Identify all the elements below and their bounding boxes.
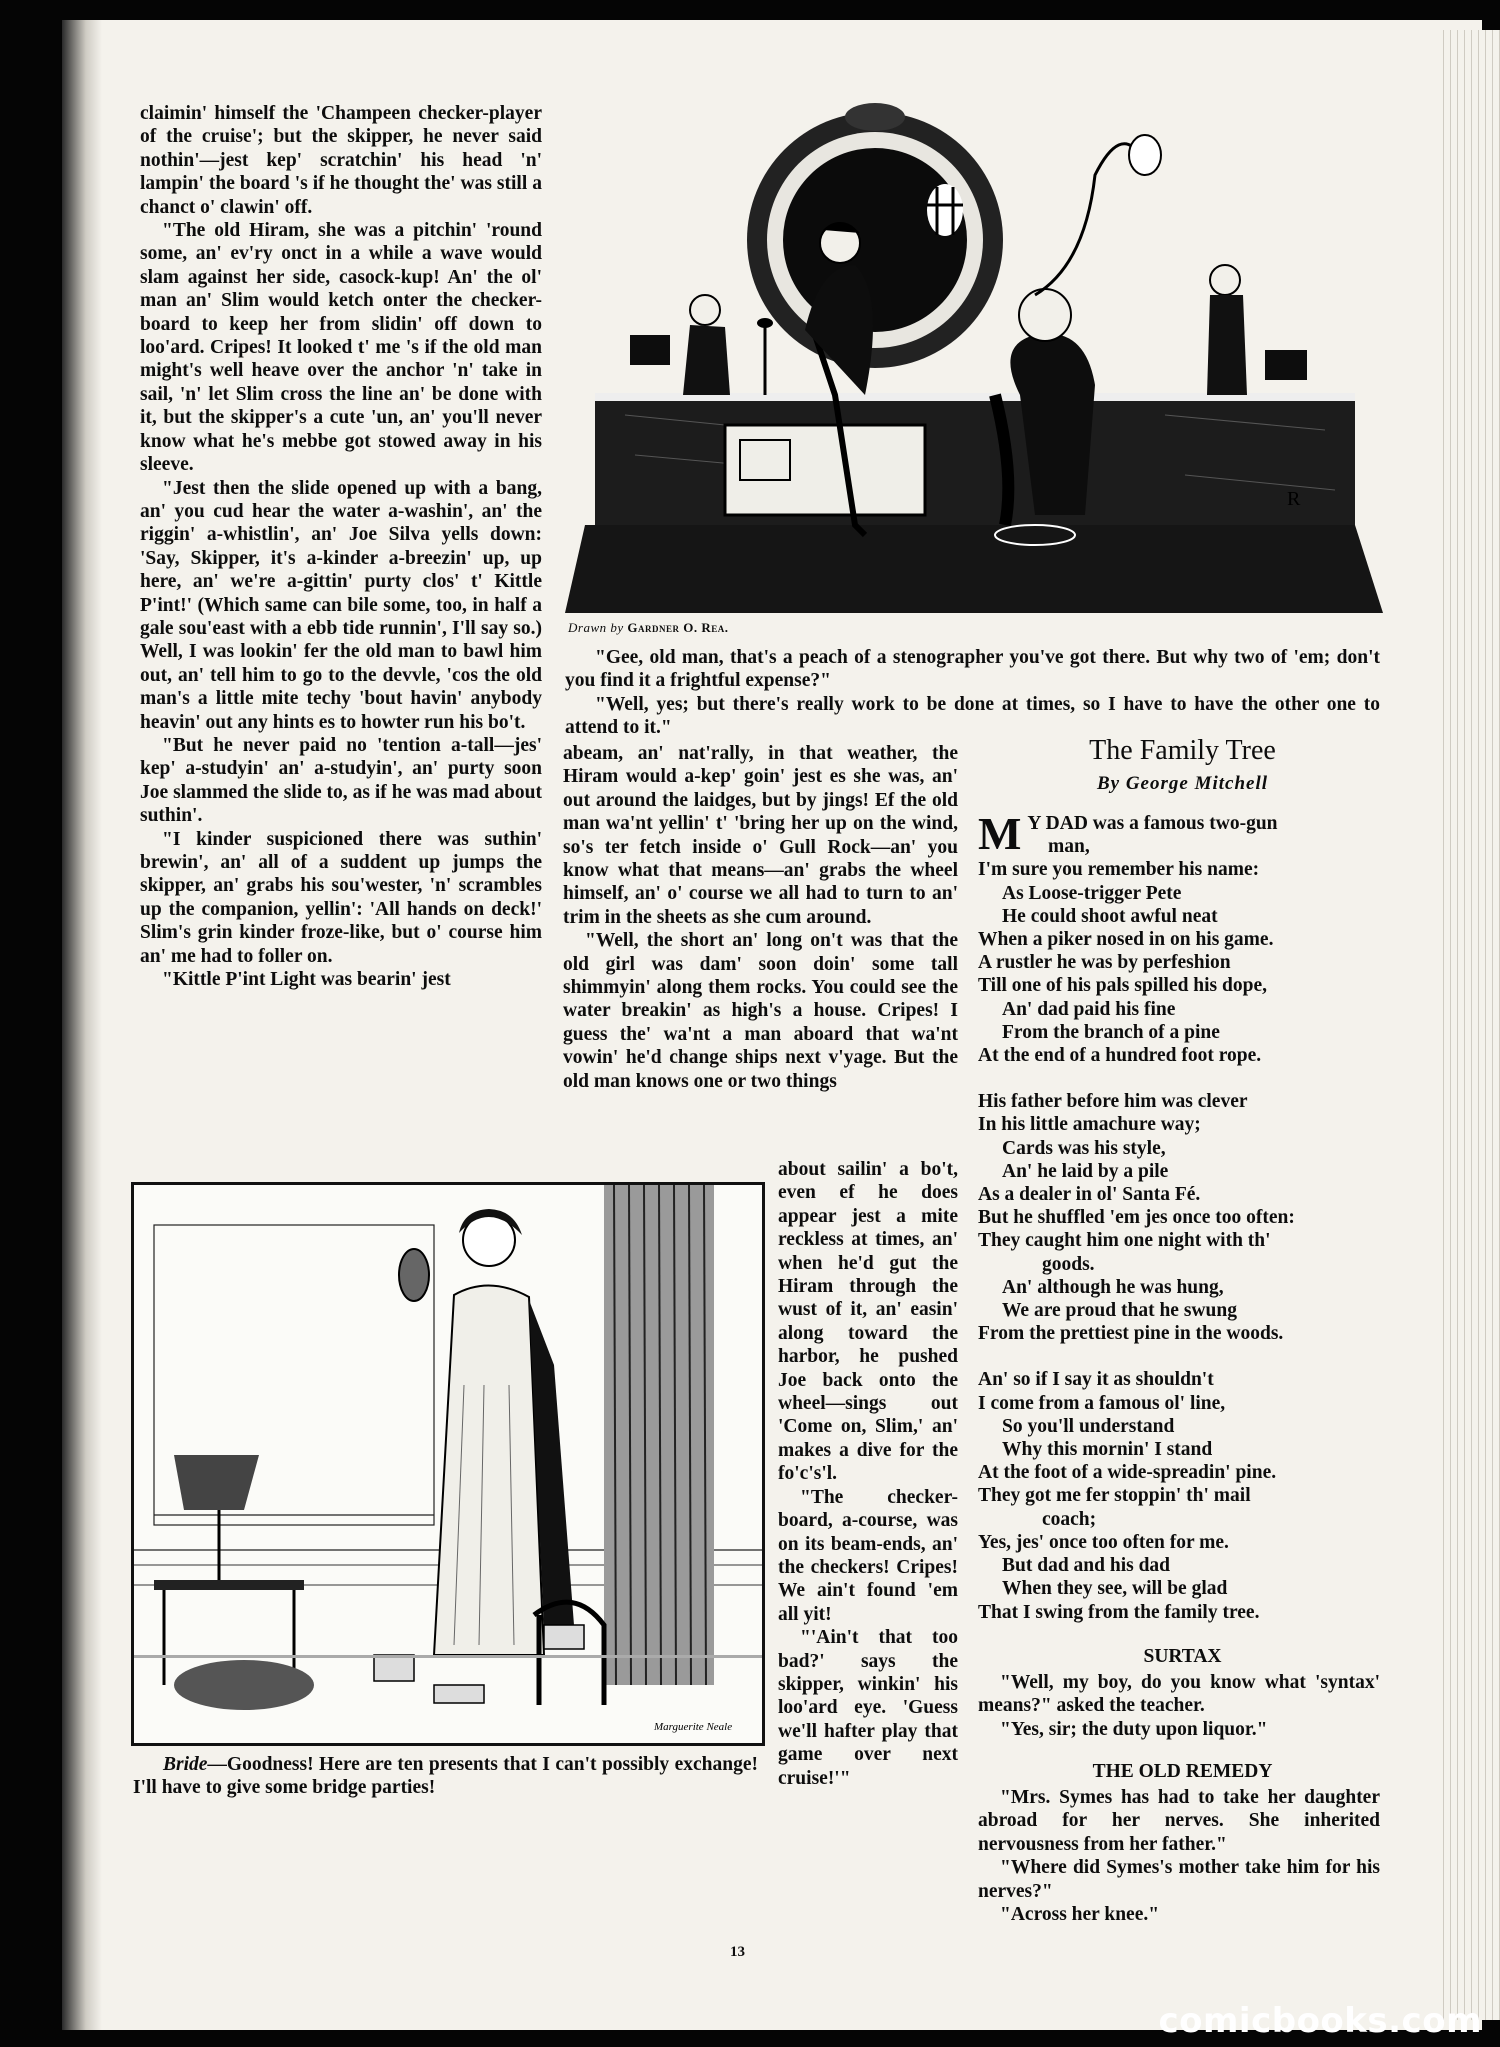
page-number: 13 [730,1944,745,1960]
cartoon-credit [568,620,729,636]
poem-line: From the prettiest pine in the woods. [978,1323,1284,1345]
poem-body [978,812,1383,1624]
story-column-1 [140,102,542,991]
bride-caption-label: Bride [163,1754,208,1775]
story-column-2-narrow [778,1158,958,1790]
poem-line: An' dad paid his fine [1002,998,1176,1020]
remedy-heading [985,1761,1380,1783]
poem-line: But dad and his dad [1002,1555,1171,1577]
poem-line: goods. [1042,1253,1095,1275]
poem-first-line [978,812,1383,858]
poem-line: Why this mornin' I stand [1002,1439,1213,1461]
page-edges [1440,30,1500,2020]
poem-line: He could shoot awful neat [1002,905,1218,927]
joke-line: "Yes, sir; the duty upon liquor." [1000,1718,1268,1740]
poem-title-text: The Family Tree [1089,735,1276,766]
page-gutter [62,20,102,2030]
surtax-title: SURTAX [1143,1646,1222,1667]
story-paragraph: "Jest then the slide opened up with a bang, an' you cud hear the water a-washin', an' the riggin' a-whistlin', an' Joe Silva yells down: 'Say, Skipper, it's a-kinder a-breezin' up, up here, an' we're a-gittin' purty clos' t' Kittle P'int!' (Which same can bile some, too, in half a gale sou'east with a ebb tide runnin', I'll say so.) Well, I was lookin' fer the old man to bawl him out, an' tell him to go to the devvle, 'cos the old man's a little mite techy 'bout havin' anybody heavin' out any hints es to howter run his bo't. [140,477,542,733]
poem-line: An' although he was hung, [1002,1276,1224,1298]
poem-line: They caught him one night with th' [978,1230,1271,1252]
poem-line: His father before him was clever [978,1091,1248,1113]
surtax-joke [978,1671,1380,1741]
joke-line: "Across her knee." [1000,1904,1160,1926]
poem-line: That I swing from the family tree. [978,1601,1260,1623]
story-paragraph: "But he never paid no 'tention a-tall—jes' kep' a-studyin' an' a-studyin', an' purty soon Joe slammed the slide to, as if he was mad about suthin'. [140,734,542,827]
credit-name: Gardner O. Rea. [627,620,729,635]
story-paragraph: "The old Hiram, she was a pitchin' 'round some, an' ev'ry onct in a while a wave would slam against her side, casock-kup! An' the ol' man an' Slim would ketch onter the checker-board to keep her from slidin' off down to loo'ard. Cripes! It looked t' me 's if the old man might's well heave over the anchor 'n' take in sail, 'n' let Slim cross the line an' be done with it, but the skipper's a cute 'un, an' you'll never know what he's mebbe got stowed away in his sleeve. [140,220,542,476]
artist-signature: Marguerite Neale [654,1721,733,1733]
poem-line: From the branch of a pine [1002,1021,1220,1043]
joke-line: "Mrs. Symes has had to take her daughter abroad for her nerves. She inherited nervousness from her father." [978,1787,1380,1855]
story-paragraph: "The checker-board, a-course, was on its beam-ends, an' the checkers! Cripes! We ain't found 'em all yit! [778,1486,958,1625]
story-paragraph: "Kittle P'int Light was bearin' jest [162,969,451,991]
poem-line: Till one of his pals spilled his dope, [978,975,1267,997]
poem-title [985,735,1380,767]
poem-line: They got me fer stoppin' th' mail [978,1485,1251,1507]
story-paragraph: "I kinder suspicioned there was suthin' brewin', an' all of a suddent up jumps the skipper, an' grabs his sou'wester, 'n' scrambles up the companion, yellin': 'All hands on deck!' Slim's grin kinder froze-like, but o' course him an' me had to foller on. [140,828,542,967]
poem-line: In his little amachure way; [978,1114,1201,1136]
office-cartoon-drawing [565,95,1383,613]
poem-line: A rustler he was by perfeshion [978,952,1231,974]
cartoon-caption [565,646,1380,740]
poem-line: At the foot of a wide-spreadin' pine. [978,1462,1277,1484]
poem-byline-text: By George Mitchell [1096,773,1269,794]
poem-dropcap: M [978,812,1022,859]
cartoonist-monogram: R [1287,488,1301,510]
bride-illustration [131,1182,765,1746]
poem-line: Y DAD was a famous two-gun [1027,813,1278,834]
story-paragraph: about sailin' a bo't, even ef he does appear jest a mite reckless at times, an' when he'd gut the Hiram through the wust of it, an' easin' along toward the harbor, he pushed Joe back onto the wheel—sings out 'Come on, Slim,' an' makes a dive for the fo'c's'l. [778,1159,958,1485]
poem-line: An' so if I say it as shouldn't [978,1369,1214,1391]
story-paragraph: abeam, an' nat'rally, in that weather, the Hiram would a-kep' goin' jest es she was, an' out around the laidges, but by jings! Ef the old man wa'nt yellin' t' 'bring her up on the wind, so's ter fetch inside o' Gull Rock—an' you know what that means—an' grabs the wheel himself, an' o' course we all had to turn to an' trim in the sheets as she cum around. [563,743,958,928]
story-paragraph: "Well, the short an' long on't was that the old girl was dam' soon doin' some tall shimmyin' along them rocks. You could see the water breakin' as high's a house. Cripes! I guess the' wa'nt a man aboard that wa'nt vowin' he'd change ships next v'yage. But the old man knows one or two things [563,930,958,1092]
remedy-title: THE OLD REMEDY [1092,1761,1273,1782]
credit-prefix: Drawn by [568,620,624,635]
bride-caption-text: —Goodness! Here are ten presents that I can't possibly exchange! I'll have to give some bridge parties! [133,1754,758,1799]
poem-line: So you'll understand [1002,1415,1175,1437]
cartoon-caption-line-1: "Gee, old man, that's a peach of a stenographer you've got there. But why two of 'em; don't you find it a frightful expense?" [565,647,1380,692]
office-cartoon [565,95,1383,613]
cartoon-caption-line-2: "Well, yes; but there's really work to be done at times, so I have to have the other one to attend to it." [565,693,1380,739]
joke-line: "Where did Symes's mother take him for his nerves?" [978,1857,1380,1902]
poem-line: I'm sure you remember his name: [978,859,1260,881]
poem-line: We are proud that he swung [1002,1300,1237,1322]
story-paragraph: claimin' himself the 'Champeen checker-player of the cruise'; but the skipper, he never said nothin'—jest kep' scratchin' his head 'n' lampin' the board 's if he thought the' was still a chanct o' clawin' off. [140,103,542,218]
poem-line: I come from a famous ol' line, [978,1392,1226,1414]
poem-line: But he shuffled 'em jes once too often: [978,1207,1295,1229]
poem-byline [985,773,1380,795]
story-column-2 [563,742,958,1093]
watermark: comicbooks.com [1158,2001,1482,2041]
poem-line: At the end of a hundred foot rope. [978,1045,1262,1067]
poem-line: As a dealer in ol' Santa Fé. [978,1184,1201,1206]
poem-line: Cards was his style, [1002,1137,1166,1159]
surtax-heading [985,1646,1380,1668]
remedy-joke [978,1786,1380,1926]
poem-line: As Loose-trigger Pete [1002,882,1182,904]
poem-line: When they see, will be glad [1002,1578,1228,1600]
poem-line: man, [1048,836,1090,858]
poem-line: Yes, jes' once too often for me. [978,1531,1229,1553]
story-paragraph: "'Ain't that too bad?' says the skipper, winkin' his loo'ard eye. 'Guess we'll hafter play that game over next cruise!'" [778,1627,958,1789]
poem-line: When a piker nosed in on his game. [978,929,1274,951]
bride-illustration-drawing [134,1185,762,1743]
poem-line: coach; [1042,1508,1097,1530]
poem-line: An' he laid by a pile [1002,1160,1169,1182]
joke-line: "Well, my boy, do you know what 'syntax' means?" asked the teacher. [978,1672,1380,1717]
bride-caption [133,1753,758,1800]
